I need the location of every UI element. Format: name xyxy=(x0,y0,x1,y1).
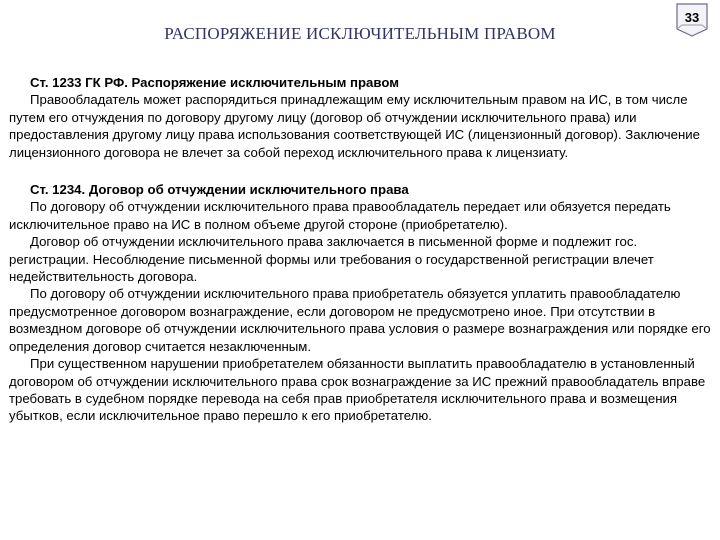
article-paragraph: По договору об отчуждении исключительного права приобретатель обязуется уплатить правообладателю предусмотренное договором вознаграждение, если договором не предусмотрено иное. При отсутствии в возмездном договоре об отчуждении исключительного права условия о размере вознаграждения или порядке его определения договор считается незаключенным. xyxy=(9,286,711,354)
slide-title: РАСПОРЯЖЕНИЕ ИСКЛЮЧИТЕЛЬНЫМ ПРАВОМ xyxy=(164,24,556,43)
article-paragraph: Договор об отчуждении исключительного права заключается в письменной форме и подлежит гос. регистрации. Несоблюдение письменной формы или требования о государственной регистрации влечет недействительность договора. xyxy=(9,234,654,285)
article-paragraph: Правообладатель может распорядиться принадлежащим ему исключительным правом на ИС, в том числе путем его отчуждения по договору другому лицу (договор об отчуждении исключительного права) или предоставления другому лицу права использования соответствующей ИС (лицензионный договор). Заключение лицензионного договора не влечет за собой переход исключительного права к лицензиату. xyxy=(9,92,700,160)
article-1234 xyxy=(9,181,713,425)
document-body xyxy=(9,74,713,425)
article-1233 xyxy=(9,74,713,161)
article-heading: Ст. 1234. Договор об отчуждении исключительного права xyxy=(30,182,409,198)
article-paragraph: При существенном нарушении приобретателем обязанности выплатить правообладателю в установленный договором об отчуждении исключительного права срок вознаграждение за ИС прежний правообладатель вправе требовать в судебном порядке перевода на себя прав приобретателя исключительного права и возмещения убытков, если исключительное право перешло к его приобретателю. xyxy=(9,356,706,424)
article-paragraph: По договору об отчуждении исключительного права правообладатель передает или обязуется передать исключительное право на ИС в полном объеме другой стороне (приобретателю). xyxy=(9,199,671,232)
article-heading: Ст. 1233 ГК РФ. Распоряжение исключительным правом xyxy=(30,75,399,90)
page-number-badge xyxy=(674,3,710,37)
page-number: 33 xyxy=(684,10,700,25)
